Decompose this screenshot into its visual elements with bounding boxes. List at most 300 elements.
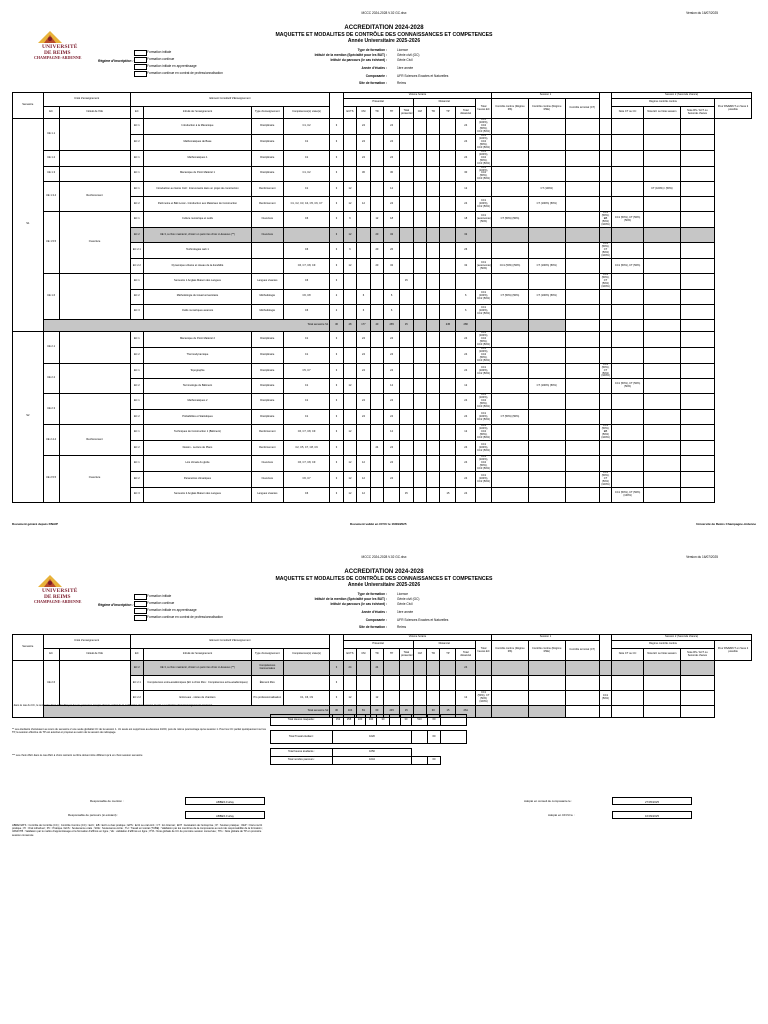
td-cell: 24 (357, 394, 370, 410)
ct-cell (528, 212, 565, 228)
ct-cell (528, 228, 565, 243)
s2-bonus-cell (644, 410, 681, 425)
competences-cell: C6 (283, 212, 330, 228)
type-cell: Langues vivantes (251, 274, 283, 290)
total-ec-cell: 24 (456, 347, 476, 363)
checkbox[interactable] (134, 594, 147, 600)
competences-cell: C1 (283, 150, 330, 166)
total-presentiel-cell: 24 (384, 471, 400, 487)
cc-rs-cell (476, 243, 492, 259)
ue-title-cell (59, 119, 130, 151)
type-cell: Langues vivantes (251, 487, 283, 502)
ct-cell (528, 394, 565, 410)
s2-bonus-cell (644, 363, 681, 379)
s2-resit-cell (680, 259, 714, 274)
info-row: Composante : UFR Sciences Exactes et Naturelles (365, 618, 449, 622)
total-presentiel-cell (384, 487, 400, 502)
s2-note-ct-cell: CC1 (50%), CT (50%) (100%) (601, 242, 610, 258)
td-cell (357, 212, 370, 228)
ec-code-cell: EC 2 (130, 197, 143, 212)
cm-cell: 12 (343, 471, 356, 487)
ec-code-cell: EC 2.2 (130, 259, 143, 274)
tp-cell (370, 197, 383, 212)
tp-cell (370, 182, 383, 197)
cm-cell (343, 394, 356, 410)
dist-cm-cell (400, 441, 413, 456)
type-cell: Disciplinaire (251, 119, 283, 135)
type-cell: Ouverture (251, 228, 283, 243)
ue-code-cell: UE 1.6 (43, 274, 59, 320)
s2-note-cc-cell (612, 150, 644, 166)
competences-cell: C1, C2 (283, 119, 330, 135)
cc-rs-cell: CC1 (autonomie) (50%) (476, 259, 492, 274)
col-header-resit: Pour RS/EB/CT en Sess 2 possible (715, 99, 752, 119)
cc-rsi-cell (492, 347, 529, 363)
s2-bonus-cell (644, 691, 681, 706)
mccc-title: MAQUETTE ET MODALITES DE CONTRÔLE DES CONNAISSANCES ET COMPETENCES (275, 31, 493, 38)
col-header-distanciel: Distanciel (413, 99, 475, 107)
ec-code-cell: EC 1 (130, 166, 143, 182)
s2-bonus-cell (644, 119, 681, 135)
regime-option-pro[interactable]: Formation continue en contrat de professionnalisation (134, 615, 244, 621)
competences-cell: C1 (283, 379, 330, 394)
tp-cell (370, 471, 383, 487)
ue-title-cell (59, 166, 130, 182)
total-ec-cell: 24 (456, 456, 476, 472)
checkbox[interactable] (134, 608, 147, 614)
table-row (13, 274, 752, 290)
ue-code-cell: UE 2.6 (43, 661, 59, 706)
cc-rs-cell: CC1 (100%), CC2 (50%) (476, 363, 492, 379)
s2-note-cc-cell (612, 661, 644, 676)
table-row (13, 363, 752, 379)
td-cell: 12 (357, 456, 370, 472)
td-cell: 24 (357, 410, 370, 425)
cc-rs-cell: CC1 (100%), CC2 (50%), CC3 (50%) (477, 150, 490, 165)
cc-rsi-cell (492, 363, 529, 379)
td-cell (357, 691, 370, 706)
regime-option-fi[interactable]: Formation initiale (134, 594, 244, 600)
version-date: Version du 16/07/2025 (686, 555, 718, 559)
ct-cell (528, 676, 565, 691)
cc-rsi-cell (492, 166, 529, 182)
checkbox[interactable] (134, 601, 147, 607)
cc-rs-cell: CC1 (100%), CC2 (50%) (476, 304, 492, 319)
total-ec-cell: 24 (456, 150, 476, 166)
total-presentiel-cell: 24 (384, 134, 400, 150)
s2-note-cc-cell (612, 363, 644, 379)
regime-option-apprentissage[interactable]: Formation initiale en apprentissage (134, 608, 244, 614)
ec-title-cell: Dessin - Lecture de Plans (144, 441, 252, 456)
dist-cm-cell (400, 347, 413, 363)
td-cell: 24 (357, 119, 370, 135)
tp-cell (370, 289, 383, 304)
total-presentiel-cell: 26 (384, 243, 400, 259)
total-distanciel-cell (440, 379, 456, 394)
table-row (13, 456, 752, 472)
academic-year-title: Année Universitaire 2025-2026 (347, 37, 421, 44)
cc-rsi-cell (492, 197, 529, 212)
dist-cm-cell (400, 394, 413, 410)
s2-note-ct-cell (599, 182, 611, 197)
s2-note-cc-cell (612, 197, 644, 212)
s2-bonus-cell (644, 347, 681, 363)
tp-cell (370, 394, 383, 410)
ects-cell: 3 (330, 259, 343, 274)
ects-cell: 3 (330, 441, 343, 456)
cc-rs-cell: CC1 (100%), CC2 (50%), CC3 (50%) (477, 331, 490, 346)
competences-cell: C1 (283, 347, 330, 363)
s2-bonus-cell (644, 456, 681, 472)
ue-code-cell: UE 1.5.5 (43, 212, 59, 274)
checkbox[interactable] (134, 71, 147, 77)
ue-title-cell (59, 394, 130, 425)
tp-cell (370, 134, 383, 150)
s2-note-cc-cell (612, 347, 644, 363)
mccc-title: MAQUETTE ET MODALITES DE CONTRÔLE DES CONNAISSANCES ET COMPETENCES (275, 575, 493, 582)
competences-cell: C6, C7, C8, C9 (283, 456, 330, 472)
ec-code-cell: EC 1 (130, 425, 143, 441)
dist-cm-cell (400, 456, 413, 472)
ue-code-cell: UE 1.1 (43, 119, 59, 151)
dist-cm-cell: 15 (400, 487, 413, 502)
type-cell: Disciplinaire (251, 379, 283, 394)
total-distanciel-cell (440, 228, 456, 243)
resp-mention-label: Responsable de mention : (90, 799, 124, 803)
ec-title-cell: Entrevues - visites de chantiers (144, 691, 252, 706)
total-presentiel-cell: 6 (384, 289, 400, 304)
ec-title-cell: Technologies web 1 (144, 243, 252, 259)
competences-cell: C1 (283, 331, 330, 347)
ec-code-cell: EC 1 (130, 119, 143, 135)
col-header-cc-rs: Contrôle continu (Régime RS) (492, 99, 529, 119)
s2-note-ct-cell (599, 487, 611, 502)
ue-code-cell: UE 2.5.5 (43, 456, 59, 503)
s2-note-cc-cell (612, 676, 644, 691)
dist-cm-cell (400, 691, 413, 706)
td-cell: 12 (357, 471, 370, 487)
col-header-td: TD (370, 107, 383, 119)
type-cell: Compétences transversales (251, 661, 283, 676)
footnote: *** Les choix d'EC dans le cas d'EC à choix restreint ou libre doivent être différent qu'à un choix session semestre (12, 754, 143, 757)
td-cell (357, 274, 370, 290)
logo-line-3: CHAMPAGNE-ARDENNE (34, 599, 82, 604)
col-header-ue-title: Intitulé de l'UE (59, 107, 130, 119)
td-cell: 24 (357, 150, 370, 166)
cc-rs-cell: CC1 (100%), CC2 (50%) (476, 471, 492, 487)
total-presentiel-cell: 18 (384, 212, 400, 228)
competences-cell: C6 (283, 487, 330, 502)
cc-rsi-cell (492, 119, 529, 135)
col-header-ec-code: EC (130, 107, 143, 119)
info-row: Intitulé de la mention (Spécialité pour les BUT) : Génie civil (GC) (314, 597, 420, 601)
ec-title-cell: Lois climats du globe (144, 456, 252, 472)
checkbox[interactable] (134, 57, 147, 63)
competences-cell: C1 (283, 410, 330, 425)
ct-cell (528, 661, 565, 676)
ct-cell (528, 487, 565, 502)
ec-title-cell: Introduction à la Mécanique (144, 119, 252, 135)
ue-code-cell: UE 2.4.4 (43, 425, 59, 456)
ue-code-cell: UE 1.2 (43, 150, 59, 166)
tp-cell (370, 304, 383, 319)
cm-cell: 12 (343, 425, 356, 441)
s2-note-ct-cell (599, 410, 611, 425)
cc-rsi-cell (492, 274, 529, 290)
ec-title-cell: Méthodologie du travail universitaire (144, 289, 252, 304)
info-row: Intitulé du parcours (le cas échéant) : Génie Civil (330, 58, 413, 62)
ec-code-cell: EC 2.1 (130, 676, 143, 691)
cc-rs-cell (476, 274, 492, 290)
document-header-meta (0, 12, 768, 18)
s2-bonus-cell (644, 331, 681, 347)
total-presentiel-cell: 24 (384, 363, 400, 379)
regime-option-fi[interactable]: Formation initiale (134, 50, 244, 56)
cc-rsi-cell (492, 394, 529, 410)
col-header-s2-cc: Régime contrôle continu (612, 99, 715, 107)
cm-cell (343, 331, 356, 347)
checkbox[interactable] (134, 50, 147, 56)
cm-cell (343, 441, 356, 456)
competences-cell: C6, C7, C8, C9 (283, 259, 330, 274)
s2-bonus-cell (644, 212, 681, 228)
dist-cm-cell (400, 228, 413, 243)
resp-mention-field[interactable]: ABBES Furlay (185, 797, 265, 805)
cm-cell (343, 289, 356, 304)
cm-cell: 12 (343, 487, 356, 502)
tp-cell (370, 166, 383, 182)
table-row (13, 661, 752, 676)
cm-cell: 6 (343, 243, 356, 259)
s2-note-cc-cell (612, 134, 644, 150)
type-cell: Renforcement (251, 441, 283, 456)
competences-cell: C5, C7 (283, 363, 330, 379)
ue-title-cell (59, 150, 130, 166)
ec-code-cell: EC 2 (130, 134, 143, 150)
type-cell: Renforcement (251, 197, 283, 212)
cc-rs-cell (476, 661, 492, 676)
table-row (13, 425, 752, 441)
s2-resit-cell (680, 289, 714, 304)
ue-title-cell: Ouverture (59, 456, 130, 503)
ct-cell: CT (100%) (528, 182, 565, 197)
s2-note-cc-cell (612, 441, 644, 456)
abbreviations-legend: ABREVIATS : Contrôle de Contrôle (CC) ; Contrôle Continu (CC) : Ecrit ; EB : Ecrit ou bac pratique ; EPS : Ecrit ou oral écrit ; CT : En Internat ; ENT : Evaluation de l'entreprise ; IP : Soutien pratique ; OEP : Oral et écrit pratique ; PI : Oral individuel ; PC : Pratique / ECS : Soutenance orale ; SOE : Soutenance écrite ; TH : Travail en tutorat (TUBE) : Validation par les membres de la composante au suivi de responsabilité de la formation ; VAM/VTB : Validation par le maître d'apprentissage et la formation d'affirmé en ligne ; VE : validation d'affirmé en ligne ; PTA : Note globale de CC de première session conservée ; TPs : Note globale de TP en première session conservée (12, 824, 264, 837)
s2-bonus-cell (644, 259, 681, 274)
cc-rs-cell (476, 676, 492, 691)
ct-cell (528, 441, 565, 456)
total-ec-cell: 24 (456, 394, 476, 410)
ects-cell: 3 (330, 243, 343, 259)
ects-cell: 3 (330, 197, 343, 212)
s2-note-cc-cell (612, 331, 644, 347)
ects-cell: 2 (330, 289, 343, 304)
ct-cell (528, 243, 565, 259)
conseil-date-field[interactable]: 27/05/2025 (612, 797, 692, 805)
document-header-meta (0, 556, 768, 562)
s2-resit-cell (680, 166, 714, 182)
total-presentiel-cell: 24 (384, 441, 400, 456)
cm-cell: 12 (343, 259, 356, 274)
col-header-s2-note-cc: Note EC ou Note session (644, 107, 681, 119)
regime-option-pro[interactable]: Formation continue en contrat de professionnalisation (134, 71, 244, 77)
s2-note-ct-cell: CC1 (50%), EB (50%) (100%) (601, 424, 610, 440)
cc-rs-cell: CC1 (100%), CC2 (50%), CC3 (50%) (477, 424, 490, 440)
s2-note-ct-cell (599, 379, 611, 394)
s2-resit-cell (680, 150, 714, 166)
col-header-dist-tp: TP (440, 107, 456, 119)
td-cell (357, 182, 370, 197)
tp-cell (370, 150, 383, 166)
ects-cell: 3 (330, 676, 343, 691)
cm-cell (343, 676, 356, 691)
total-distanciel-cell (440, 331, 456, 347)
cc-rsi-cell (492, 182, 529, 197)
cc-rsi-cell (492, 676, 529, 691)
semester-cell: S1 (13, 119, 44, 332)
total-distanciel-cell (440, 471, 456, 487)
total-ec-cell: 26 (456, 243, 476, 259)
ct-cell (528, 471, 565, 487)
cc-rs-cell: CC1 (100%), CC2 (50%), CC3 (50%) (477, 393, 490, 409)
total-ec-cell: 32 (456, 228, 476, 243)
total-ec-cell: 24 (456, 134, 476, 150)
ue-title-cell (59, 331, 130, 363)
total-ec-cell: 12 (456, 691, 476, 706)
type-cell: Renforcement (251, 182, 283, 197)
s2-note-cc-cell: CC1 (50%), CT (50%) (612, 259, 644, 274)
total-ec-cell: 24 (456, 119, 476, 135)
info-row: Intitulé du parcours (le cas échéant) : Génie Civil (330, 602, 413, 606)
regime-option-fc[interactable]: Formation continue (134, 57, 244, 63)
s2-note-cc-cell (612, 471, 644, 487)
info-row: Intitulé de la mention (Spécialité pour les BUT) : Génie civil (GC) (314, 53, 420, 57)
s2-note-ct-cell (599, 661, 611, 676)
ects-cell: 3 (330, 425, 343, 441)
table-row (13, 394, 752, 410)
ec-code-cell: EC 2 (130, 471, 143, 487)
cfvu-date-field[interactable]: 16/09/2025 (612, 811, 692, 819)
competences-cell (283, 676, 330, 691)
total-distanciel-cell (440, 661, 456, 676)
total-label-cell: Total semestre S2 (43, 706, 330, 718)
cc-rs-cell: CC1 (100%), CC2 (50%) (476, 410, 492, 425)
regime-option-apprentissage[interactable]: Formation initiale en apprentissage (134, 64, 244, 70)
cc-rs-cell: CC1 (100%), CC2 (50%), CC3 (50%) (477, 166, 490, 181)
cc-rs-cell (476, 379, 492, 394)
ects-cell: 3 (330, 150, 343, 166)
cm-cell: 24 (343, 661, 356, 676)
total-ec-cell: 18 (456, 212, 476, 228)
s2-bonus-cell (644, 150, 681, 166)
ec-title-cell: Compétences extra-académiques (EC à choix libre : Compétences extra-académiques) (144, 676, 252, 691)
s2-note-cc-cell (612, 243, 644, 259)
s2-note-ct-cell (599, 289, 611, 304)
cm-cell: 12 (343, 456, 356, 472)
total-presentiel-cell: 30 (384, 166, 400, 182)
checkbox[interactable] (134, 615, 147, 621)
ec-code-cell: EC 2 (130, 289, 143, 304)
total-distanciel-cell (440, 691, 456, 706)
ects-cell: 3 (330, 182, 343, 197)
total-presentiel-cell (384, 661, 400, 676)
file-reference: MCCC 2024-2028 V.02 GC.xlsx (361, 11, 407, 15)
total-ec-cell: 24 (456, 331, 476, 347)
total-presentiel-cell (384, 274, 400, 290)
dist-cm-cell (400, 259, 413, 274)
tp-cell (370, 425, 383, 441)
dist-cm-cell (400, 331, 413, 347)
tp-cell (370, 410, 383, 425)
ec-title-cell: Mécanique du Point Matériel 2 (144, 331, 252, 347)
ec-code-cell: EC 1 (130, 182, 143, 197)
ue-code-cell: UE 2.3 (43, 394, 59, 425)
s2-note-ct-cell (599, 304, 611, 319)
info-row: Année d'études : 1ère année (361, 66, 414, 70)
ec-code-cell: EC 2.2 (130, 691, 143, 706)
logo-line-1: UNIVERSITÉ (42, 588, 78, 594)
dist-cm-cell (400, 379, 413, 394)
competences-cell: C6 (283, 243, 330, 259)
logo-line-2: DE REIMS (44, 594, 71, 600)
type-cell (251, 243, 283, 259)
ct-cell (528, 410, 565, 425)
col-header-session1: Session 1 (492, 93, 600, 99)
col-header-tp: TP (384, 107, 400, 119)
cm-cell: 12 (343, 182, 356, 197)
cc-rs-cell: CC1 (100%), CC2 (50%) (476, 441, 492, 456)
resp-parcours-field[interactable]: ABBES Furlay (185, 811, 265, 819)
checkbox[interactable] (134, 64, 147, 70)
ct-cell (528, 150, 565, 166)
td-cell: 30 (357, 166, 370, 182)
semester-cell: S2 (13, 331, 44, 502)
ue-title-cell (59, 274, 130, 320)
cc-rsi-cell: CT (50%) (50%) (492, 289, 529, 304)
cc-rsi-cell (492, 441, 529, 456)
total-presentiel-cell: 32 (384, 259, 400, 274)
ec-title-cell: Semestre 2 Anglais Maison des Langues (144, 487, 252, 502)
version-date: Version du 16/07/2025 (686, 11, 718, 15)
ue-code-cell: UE 1.3 (43, 166, 59, 182)
s2-bonus-cell (644, 441, 681, 456)
ue-title-cell: Renforcement (59, 182, 130, 212)
semester-total-row: Total semestre S2 30 104 81 60 245 15 30 15 261 (13, 706, 752, 718)
ct-cell (528, 425, 565, 441)
cc-rs-cell (476, 228, 492, 243)
s2-note-cc-cell (612, 691, 644, 706)
cc-rs-cell: CC1 (100%), CC2 (50%), CC3 (50%) (477, 134, 490, 149)
type-cell: Disciplinaire (251, 166, 283, 182)
col-header-ct: Contrôle terminal (CT) (565, 99, 599, 119)
ects-cell: 3 (330, 363, 343, 379)
regime-option-fc[interactable]: Formation continue (134, 601, 244, 607)
footer-source: Document généré depuis DNAIP (12, 522, 59, 526)
s2-resit-cell (680, 363, 714, 379)
s2-note-ct-cell (599, 331, 611, 347)
ects-cell: 3 (330, 487, 343, 502)
s2-resit-cell (680, 487, 714, 502)
td-cell (357, 425, 370, 441)
s2-note-cc-cell: CC1 (50%), CT (50%) (50%) (612, 212, 644, 228)
tp-cell (370, 456, 383, 472)
s2-resit-cell (680, 661, 714, 676)
dist-cm-cell (400, 212, 413, 228)
ue-code-cell: UE 1.3.4 (43, 182, 59, 212)
ec-code-cell: EC 3 (130, 304, 143, 319)
s2-bonus-cell (644, 228, 681, 243)
td-cell (357, 441, 370, 456)
